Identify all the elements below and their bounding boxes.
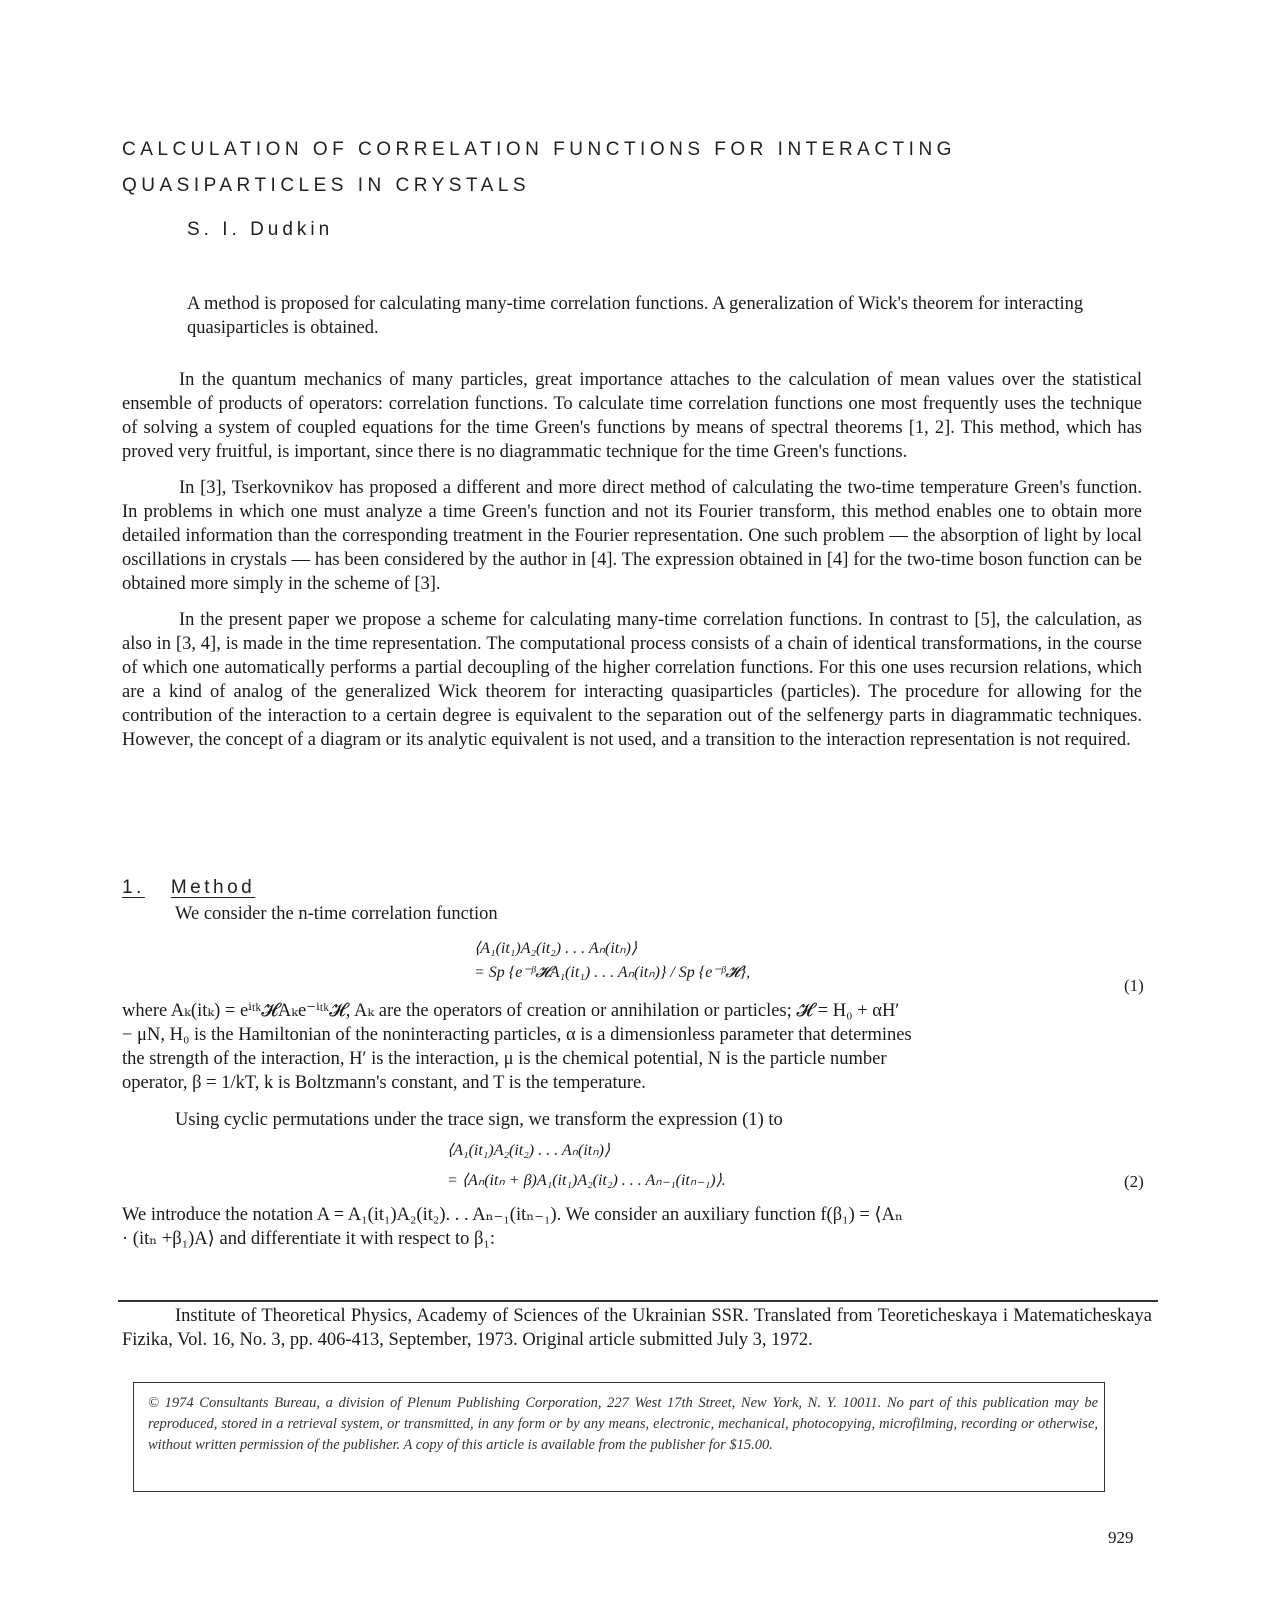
notation-line-1: We introduce the notation A = A₁(it₁)A₂(it₂). . . Aₙ₋₁(itₙ₋₁). We consider an auxiliary function f(β₁) = ⟨Aₙ [122,1205,903,1225]
equation-1-line-2: = Sp {e⁻ᵝ𝓗A₁(it₁) . . . Aₙ(itₙ)} / Sp {e⁻ᵝ𝓗}, [474,964,751,981]
title-line-2: QUASIPARTICLES IN CRYSTALS [122,175,531,196]
paper-title [122,132,1122,204]
where-line-3: the strength of the interaction, H′ is the interaction, μ is the chemical potential, N is the particle number [122,1049,887,1069]
footnote-divider [118,1300,1158,1302]
section-title: Method [170,877,256,898]
section-number: 1. [122,877,145,898]
notation-line-2: · (itₙ +β₁)A⟩ and differentiate it with respect to β₁: [122,1229,495,1249]
equation-2-number: (2) [1124,1172,1144,1191]
abstract: A method is proposed for calculating many-time correlation functions. A generalization of Wick's theorem for interacting quasiparticles is obtained. [187,294,1084,338]
author-name: S. I. Dudkin [187,219,334,240]
intro-paragraph-1: In the quantum mechanics of many particles, great importance attaches to the calculation of mean values over the statistical ensemble of products of operators: correlation functions. To calculate time correlation functions one most frequently uses the technique of solving a system of coupled equations for the time Green's functions by means of spectral theorems [1, 2]. This method, which has proved very fruitful, is important, since there is no diagrammatic technique for the time Green's functions. [122,370,1142,462]
copyright-box [133,1382,1105,1492]
equation-2-line-1: ⟨A₁(it₁)A₂(it₂) . . . Aₙ(itₙ)⟩ [447,1142,611,1159]
equation-1-number: (1) [1124,976,1144,995]
section-heading [122,877,255,899]
footnote [122,1304,1152,1352]
intro-paragraph-3: In the present paper we propose a scheme for calculating many-time correlation functions. In contrast to [5], the calculation, as also in [3, 4], is made in the time representation. The computational process consists of a chain of identical transformations, in the course of which one automatically performs a partial decoupling of the higher correlation functions. For this one uses recursion relations, which are a kind of analog of the generalized Wick theorem for interacting quasiparticles (particles). The procedure for allowing for the contribution of the interaction to a certain degree is equivalent to the separation out of the selfenergy parts in diagrammatic techniques. However, the concept of a diagram or its analytic equivalent is not used, and a transition to the interaction representation is not required. [122,610,1142,750]
method-intro: We consider the n-time correlation function [175,904,498,924]
intro-paragraph-2: In [3], Tserkovnikov has proposed a different and more direct method of calculating the two-time temperature Green's function. In problems in which one must analyze a time Green's function and not its Fourier transform, this method enables one to obtain more detailed information than the corresponding treatment in the Fourier representation. One such problem — the absorption of light by local oscillations in crystals — has been considered by the author in [4]. The expression obtained in [4] for the two-time boson function can be obtained more simply in the scheme of [3]. [122,478,1142,594]
where-line-1: where Aₖ(itₖ) = eⁱᵗᵏ𝓗Aₖe⁻ⁱᵗᵏ𝓗, Aₖ are the operators of creation or annihilation or particles; 𝓗 = H₀ + αH′ [122,1001,900,1021]
where-line-4: operator, β = 1/kT, k is Boltzmann's constant, and T is the temperature. [122,1073,646,1093]
title-line-1: CALCULATION OF CORRELATION FUNCTIONS FOR INTERACTING [122,139,956,160]
page-number: 929 [1108,1528,1134,1547]
where-line-2: − μN, H₀ is the Hamiltonian of the noninteracting particles, α is a dimensionless parameter that determines [122,1025,912,1045]
equation-1-line-1: ⟨A₁(it₁)A₂(it₂) . . . Aₙ(itₙ)⟩ [474,940,638,957]
equation-2-line-2: = ⟨Aₙ(itₙ + β)A₁(it₁)A₂(it₂) . . . Aₙ₋₁(itₙ₋₁)⟩. [447,1172,726,1189]
cyclic-permutation-text: Using cyclic permutations under the trace sign, we transform the expression (1) to [175,1110,783,1130]
footnote-text: Institute of Theoretical Physics, Academy of Sciences of the Ukrainian SSR. Translated from Teoreticheskaya i Matematicheskaya Fizika, Vol. 16, No. 3, pp. 406-413, September, 1973. Original article submitted July 3, 1972. [122,1306,1152,1350]
copyright-notice: © 1974 Consultants Bureau, a division of Plenum Publishing Corporation, 227 West 17th Street, New York, N. Y. 10011. No part of this publication may be reproduced, stored in a retrieval system, or transmitted, in any form or by any means, electronic, mechanical, photocopying, microfilming, recording or otherwise, without written permission of the publisher. A copy of this article is available from the publisher for $15.00. [148,1395,1098,1453]
introduction [122,368,1142,764]
